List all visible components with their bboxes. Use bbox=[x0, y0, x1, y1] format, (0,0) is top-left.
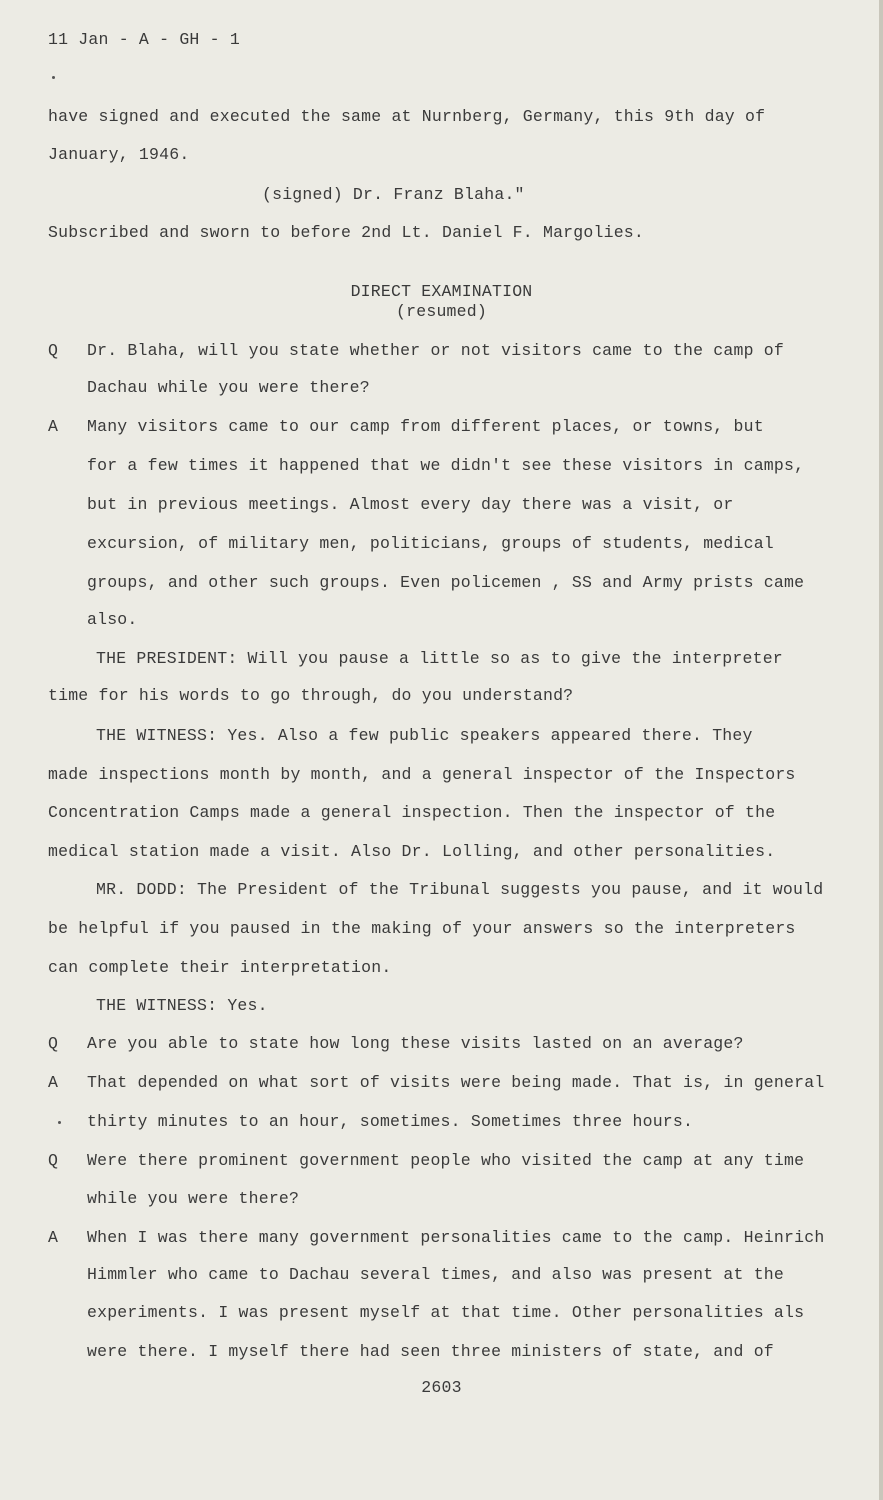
q-label: Q bbox=[48, 1151, 59, 1170]
transcript-line: MR. DODD: The President of the Tribunal suggests you pause, and it would bbox=[96, 880, 824, 899]
q-label: Q bbox=[48, 1034, 59, 1053]
transcript-line: Concentration Camps made a general inspection. Then the inspector of the bbox=[48, 803, 776, 822]
a-label: A bbox=[48, 417, 59, 436]
transcript-line: Were there prominent government people who visited the camp at any time bbox=[87, 1151, 805, 1170]
transcript-line: medical station made a visit. Also Dr. Lolling, and other personalities. bbox=[48, 842, 776, 861]
transcript-line: THE WITNESS: Yes. Also a few public speakers appeared there. They bbox=[96, 726, 753, 745]
transcript-line: Himmler who came to Dachau several times, and also was present at the bbox=[87, 1265, 785, 1284]
a-label: A bbox=[48, 1073, 59, 1092]
stray-mark bbox=[52, 76, 55, 79]
transcript-line: made inspections month by month, and a general inspector of the Inspectors bbox=[48, 765, 796, 784]
signature-line: (signed) Dr. Franz Blaha." bbox=[262, 185, 525, 204]
transcript-line: That depended on what sort of visits were being made. That is, in general bbox=[87, 1073, 825, 1092]
page-number: 2603 bbox=[421, 1378, 462, 1397]
transcript-line: can complete their interpretation. bbox=[48, 958, 392, 977]
transcript-line: thirty minutes to an hour, sometimes. Sometimes three hours. bbox=[87, 1112, 694, 1131]
transcript-line: groups, and other such groups. Even policemen , SS and Army prists came bbox=[87, 573, 805, 592]
transcript-line: while you were there? bbox=[87, 1189, 300, 1208]
a-label: A bbox=[48, 1228, 59, 1247]
transcript-line: for a few times it happened that we didn't see these visitors in camps, bbox=[87, 456, 805, 475]
transcript-line: Are you able to state how long these visits lasted on an average? bbox=[87, 1034, 744, 1053]
transcript-line: THE PRESIDENT: Will you pause a little so as to give the interpreter bbox=[96, 649, 783, 668]
section-title: DIRECT EXAMINATION bbox=[350, 282, 533, 301]
transcript-line: THE WITNESS: Yes. bbox=[96, 996, 268, 1015]
section-subtitle: (resumed) bbox=[396, 302, 487, 321]
transcript-line: Dr. Blaha, will you state whether or not visitors came to the camp of bbox=[87, 341, 785, 360]
transcript-line: but in previous meetings. Almost every day there was a visit, or bbox=[87, 495, 734, 514]
subscribed-line: Subscribed and sworn to before 2nd Lt. Daniel F. Margolies. bbox=[48, 223, 644, 242]
transcript-line: Many visitors came to our camp from different places, or towns, but bbox=[87, 417, 764, 436]
transcript-line: Dachau while you were there? bbox=[87, 378, 370, 397]
intro-line-2: January, 1946. bbox=[48, 145, 190, 164]
transcript-line: excursion, of military men, politicians, groups of students, medical bbox=[87, 534, 774, 553]
transcript-line: also. bbox=[87, 610, 138, 629]
transcript-line: experiments. I was present myself at that time. Other personalities als bbox=[87, 1303, 805, 1322]
transcript-line: were there. I myself there had seen three ministers of state, and of bbox=[87, 1342, 774, 1361]
intro-line-1: have signed and executed the same at Nurnberg, Germany, this 9th day of bbox=[48, 107, 766, 126]
transcript-line: When I was there many government personalities came to the camp. Heinrich bbox=[87, 1228, 825, 1247]
page-edge bbox=[879, 0, 883, 1500]
transcript-line: time for his words to go through, do you understand? bbox=[48, 686, 574, 705]
header-reference: 11 Jan - A - GH - 1 bbox=[48, 30, 240, 49]
q-label: Q bbox=[48, 341, 59, 360]
transcript-line: be helpful if you paused in the making of your answers so the interpreters bbox=[48, 919, 796, 938]
stray-mark bbox=[58, 1121, 61, 1124]
